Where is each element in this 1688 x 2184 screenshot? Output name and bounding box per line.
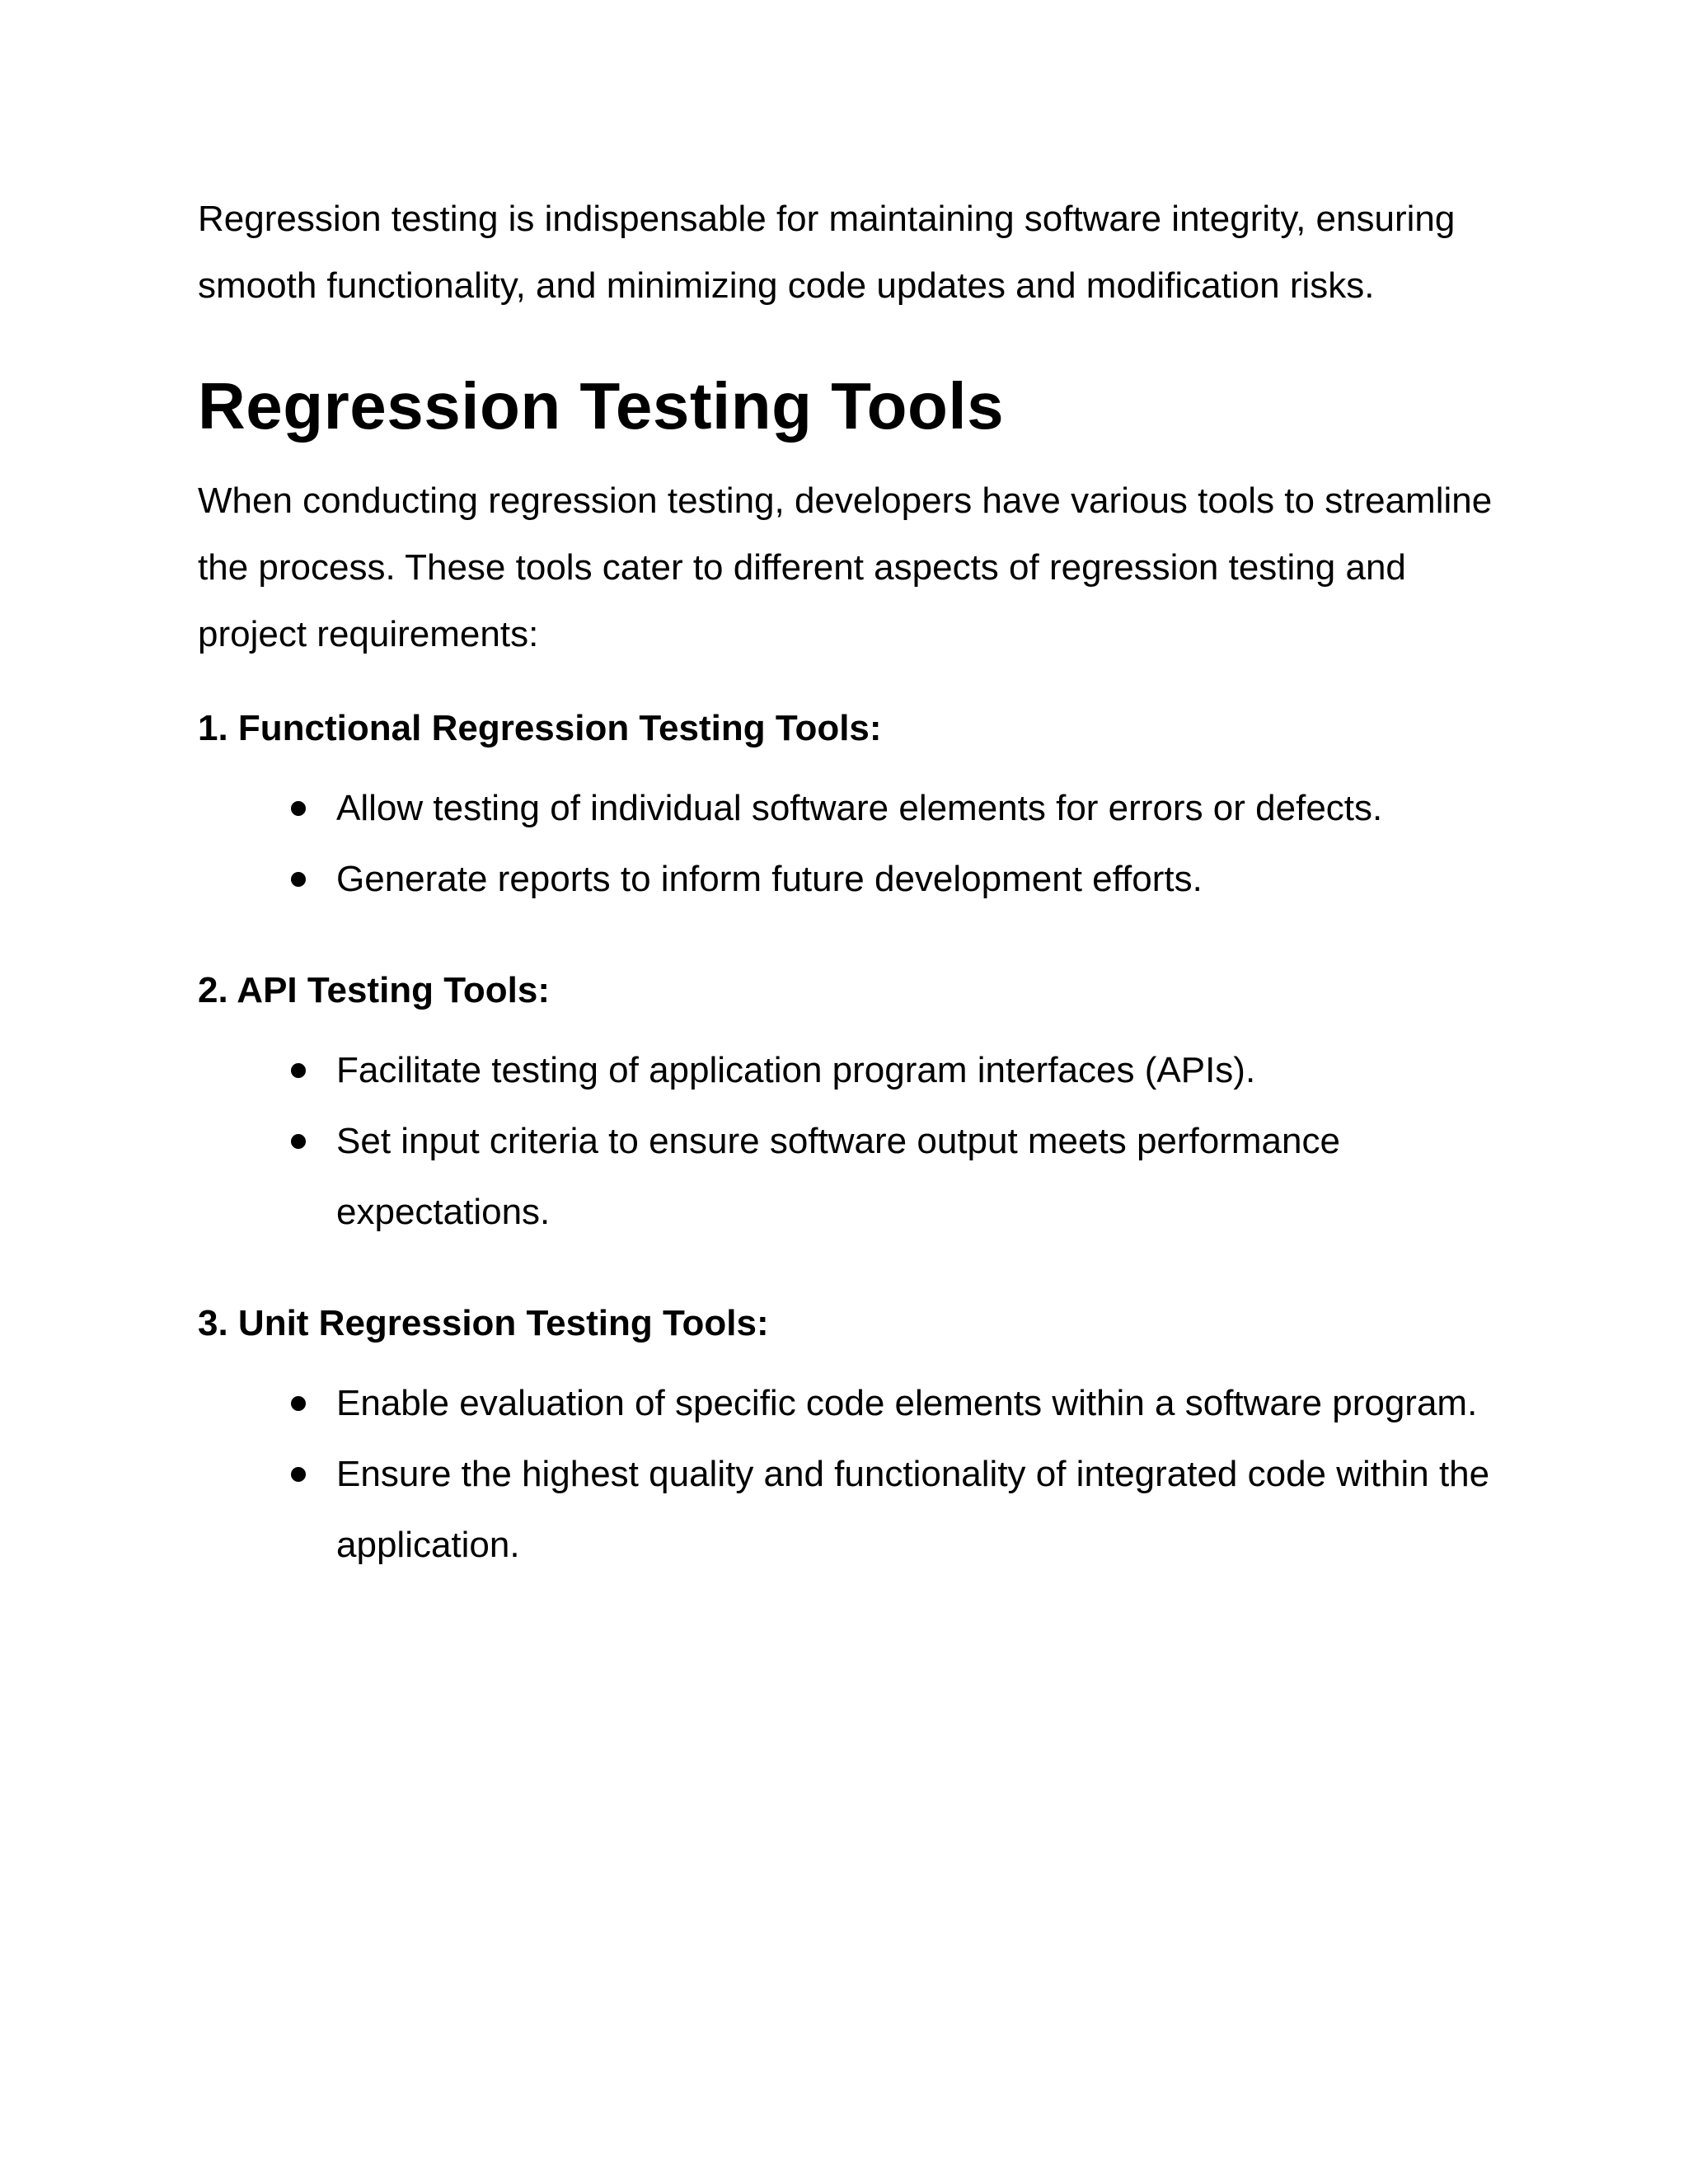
list-item-text: Facilitate testing of application program interfaces (APIs).: [336, 1050, 1256, 1090]
list-item-text: Generate reports to inform future development efforts.: [336, 859, 1203, 899]
bullet-icon: [291, 1396, 306, 1411]
bullet-icon: [291, 1134, 306, 1149]
tool-category-title: 1. Functional Regression Testing Tools:: [198, 708, 882, 748]
list-item-text: Ensure the highest quality and functionality of integrated code within the application.: [336, 1454, 1490, 1565]
bullet-icon: [291, 872, 306, 887]
bullet-list: [198, 773, 1517, 915]
list-item-text: Allow testing of individual software elements for errors or defects.: [336, 788, 1383, 828]
list-item: [336, 1106, 1517, 1248]
bullet-icon: [291, 801, 306, 816]
bullet-icon: [291, 1063, 306, 1078]
list-item: [336, 1368, 1517, 1439]
tool-category-unit: [198, 1297, 1517, 1581]
lead-paragraph: When conducting regression testing, developers have various tools to streamline the process. These tools cater to different aspects of regression testing and project requirements:: [198, 480, 1493, 654]
tool-category-api: [198, 964, 1517, 1248]
list-item: [336, 1439, 1517, 1581]
intro-paragraph: Regression testing is indispensable for maintaining software integrity, ensuring smooth functionality, and minimizing code updates and modification risks.: [198, 199, 1456, 306]
list-item: [336, 1035, 1517, 1106]
section-heading: Regression Testing Tools: [198, 369, 1005, 443]
tool-category-title: 3. Unit Regression Testing Tools:: [198, 1303, 769, 1343]
list-item-text: Set input criteria to ensure software output meets performance expectations.: [336, 1121, 1340, 1232]
tool-category-functional: [198, 702, 1517, 915]
tool-category-title: 2. API Testing Tools:: [198, 970, 550, 1010]
document-page: [198, 185, 1517, 1581]
list-item: [336, 773, 1517, 844]
bullet-list: [198, 1368, 1517, 1581]
bullet-list: [198, 1035, 1517, 1248]
bullet-icon: [291, 1467, 306, 1482]
list-item: [336, 844, 1517, 915]
list-item-text: Enable evaluation of specific code elements within a software program.: [336, 1383, 1478, 1423]
